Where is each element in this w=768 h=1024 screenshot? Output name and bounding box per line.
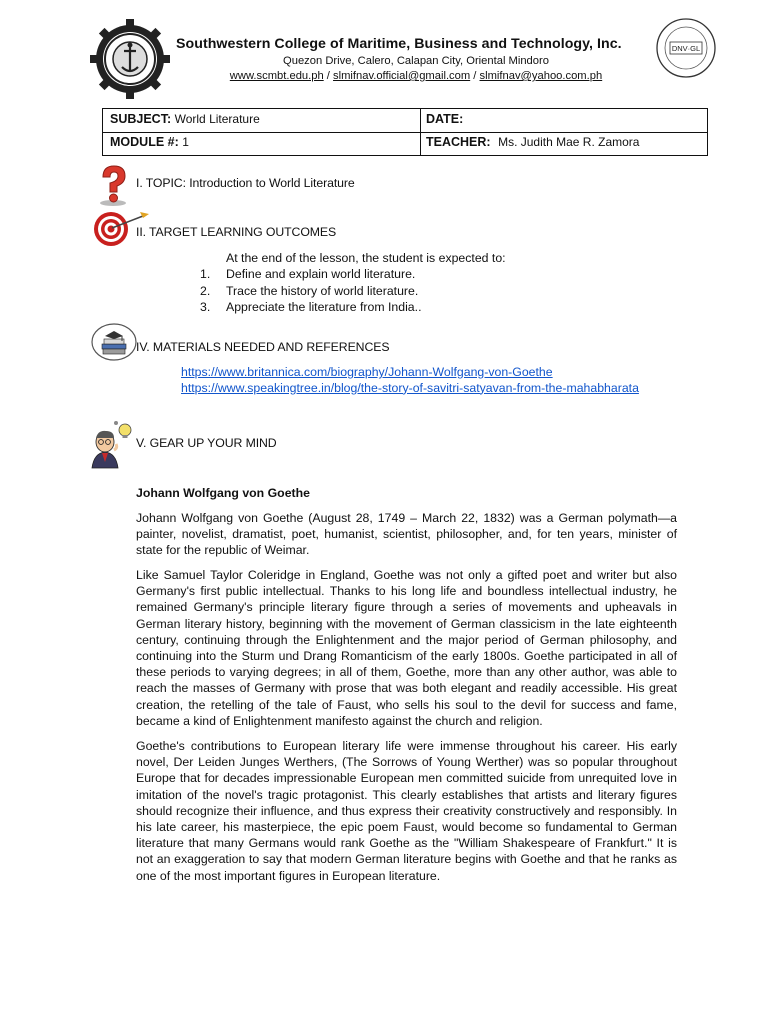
module-label: MODULE #: <box>110 135 179 149</box>
item-number: 2. <box>200 283 211 298</box>
email-link-1[interactable]: slmifnav.official@gmail.com <box>333 70 471 82</box>
certification-logo <box>655 17 717 79</box>
school-name: Southwestern College of Maritime, Business and Technology, Inc. <box>176 36 622 52</box>
outcomes-list <box>200 266 421 316</box>
school-address: Quezon Drive, Calero, Calapan City, Oriental Mindoro <box>283 55 549 67</box>
teacher-cell <box>426 135 639 149</box>
separator: / <box>470 70 480 82</box>
module-value: 1 <box>182 135 189 149</box>
item-text: Appreciate the literature from India.. <box>226 300 422 314</box>
article-paragraph: Like Samuel Taylor Coleridge in England, Goethe was not only a gifted poet and writer but also Germany's first public intellectual. Thanks to his long life and boundless intellectual industry, he remained Germany's principle literary figure through a series of movements and upheavals in German literary history, beginning with the movement of German classicism in the late eighteenth century, continuing through the Enlightenment and the major period of German philosophy, and continuing into the Sturm und Drang Romanticism of the early 1800s. Goethe participated in all of these periods to varying degrees; in all of them, Goethe, more than any other author, was able to reach the masses of Germany with prose that was both elegant and readily accessible. His great creation, the retelling of the tale of Faust, who sells his soul to the devil for success and fame, became a kind of Enlightenment manifesto against the church and religion. <box>136 568 677 728</box>
module-info-table <box>102 108 708 156</box>
contact-links <box>176 70 656 82</box>
separator: / <box>323 70 334 82</box>
date-cell <box>426 112 463 126</box>
thinking-man-icon <box>88 420 136 470</box>
topic-heading: I. TOPIC: Introduction to World Literature <box>136 176 355 190</box>
email-link-2[interactable]: slmifnav@yahoo.com.ph <box>479 70 603 82</box>
reference-link[interactable]: https://www.speakingtree.in/blog/the-story-of-savitri-satyavan-from-the-mahabharata <box>181 380 639 395</box>
gear-up-heading: V. GEAR UP YOUR MIND <box>136 436 277 450</box>
outcomes-intro: At the end of the lesson, the student is expected to: <box>226 251 506 265</box>
list-item <box>200 283 421 300</box>
item-number: 3. <box>200 300 211 314</box>
teacher-value: Ms. Judith Mae R. Zamora <box>498 135 640 149</box>
references-list <box>181 365 639 396</box>
item-number: 1. <box>200 267 211 281</box>
subject-label: SUBJECT: <box>110 112 172 126</box>
books-icon <box>91 322 137 362</box>
question-mark-icon <box>94 163 134 207</box>
cert-logo-text: DNV·GL <box>671 44 701 53</box>
school-seal-logo <box>88 17 172 101</box>
list-item <box>200 299 421 316</box>
teacher-label: TEACHER: <box>426 135 491 149</box>
article-paragraph: Goethe's contributions to European literary life were immense throughout his career. His early novel, Der Leiden Junges Werthers, (The Sorrows of Young Werther) was so popular throughout Europe that for decades impressionable European men committed suicide from unrequited love in imitation of the novel's tragic protagonist. This clearly establishes that artists and literary figures should recognize their influence, and thus express their creativity constructively and responsibly. In his late career, his masterpiece, the epic poem Faust, would become so fundamental to German literature that many Germans would rank Goethe as the "William Shakespeare of Frankfurt." It is not an exaggeration to say that modern German literature begins with Goethe and that he ranks as one of the most important figures in European literature. <box>136 739 677 883</box>
item-text: Trace the history of world literature. <box>226 283 419 298</box>
subject-value: World Literature <box>174 112 260 126</box>
reference-link[interactable]: https://www.britannica.com/biography/Johann-Wolfgang-von-Goethe <box>181 365 553 379</box>
date-label: DATE: <box>426 112 464 126</box>
item-text: Define and explain world literature. <box>226 267 416 281</box>
article-title: Johann Wolfgang von Goethe <box>136 486 310 500</box>
list-item <box>200 266 421 283</box>
module-cell <box>110 135 189 149</box>
subject-cell <box>110 112 260 126</box>
website-link[interactable]: www.scmbt.edu.ph <box>229 70 324 82</box>
article-paragraph: Johann Wolfgang von Goethe (August 28, 1749 – March 22, 1832) was a German polymath—a painter, novelist, dramatist, poet, humanist, scientist, philosopher, and, for ten years, minister of state for the republic of Weimar. <box>136 511 677 558</box>
outcomes-heading: II. TARGET LEARNING OUTCOMES <box>136 225 337 239</box>
materials-heading: IV. MATERIALS NEEDED AND REFERENCES <box>136 340 390 354</box>
